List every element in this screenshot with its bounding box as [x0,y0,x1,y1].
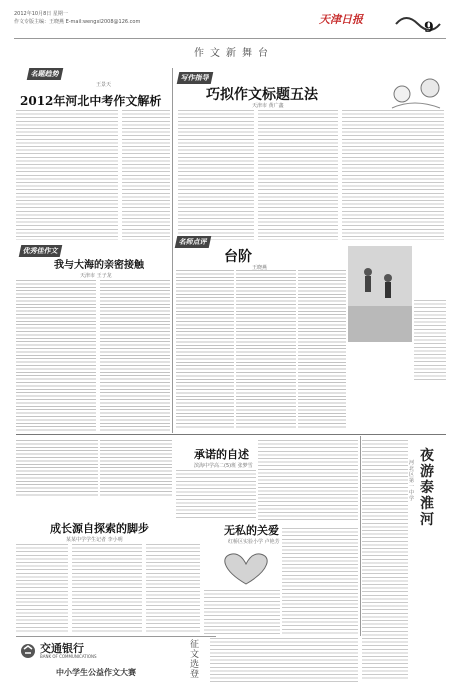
headline-steps: 台阶 [224,249,252,265]
photo-caption [414,300,446,380]
page-number: 9 [424,20,434,36]
body-promise-col1 [176,470,256,520]
section-title: 作文新舞台 [194,48,274,59]
body-sea-col1 [16,280,96,432]
body-growth-col2 [72,544,142,634]
body-steps-col3 [298,270,346,430]
body-zhongkao-col1 [16,110,118,240]
ad-slogan: 中小学生公益作文大赛 [56,668,136,677]
ad-stamp: 征文选登 [190,640,200,680]
care-illustration [212,548,280,588]
headline-night-river: 夜游泰淮河 [420,448,434,528]
byline-night-river: 河北区第一中学 [409,460,415,502]
editor-line: 作文专版主编：王晓燕 E-mail:wengxl2008@126.com [14,19,141,25]
byline-growth: 某某中学学生记者 李小明 [66,537,123,543]
headline-care: 无私的关爱 [224,524,279,537]
body-titles-col1 [178,110,254,240]
byline-sea: 天津市 王子龙 [80,273,112,279]
masthead [14,8,446,66]
bank-ad [16,636,216,683]
cartoon-illustration [384,76,444,112]
body-growth-col3 [146,544,200,634]
brand-logo: 天津日报 [319,13,363,26]
headline-titles: 巧拟作文标题五法 [206,87,318,103]
body-left-bottom-col1 [16,440,98,498]
masthead-rule [14,38,446,39]
byline-steps: 王晓燕 [252,265,268,271]
byline-promise: 滨海中学高二(5)班 张梦雪 [194,463,253,469]
bank-name: 交通银行 [40,642,84,655]
byline-titles: 天津市 黄广鑫 [252,103,284,109]
body-steps-col2 [236,270,296,430]
body-sea-col2 [100,280,170,432]
body-night-river [362,440,408,680]
bank-name-en: BANK OF COMMUNICATIONS [40,654,97,659]
body-left-bottom-col2 [100,440,172,498]
headline-growth: 成长源自探索的脚步 [50,522,149,535]
tag-excellent: 优秀佳作文 [19,245,63,257]
body-care-tail [210,638,358,682]
body-care-col2 [282,528,358,634]
byline-zhongkao: 王景天 [96,82,112,88]
body-zhongkao-col2 [122,110,170,240]
issue-date: 2012年10月8日 星期一 [14,11,68,17]
body-titles-col2 [258,110,338,240]
tag-trend: 名题趋势 [27,68,64,80]
headline-sea: 我与大海的亲密接触 [54,260,144,271]
headline-promise: 承诺的自述 [194,448,249,461]
body-growth-col1 [16,544,68,634]
body-promise-col2 [258,440,358,520]
tag-teacher: 名师点评 [175,236,212,248]
body-care-col1 [204,590,280,634]
page-number-badge [394,10,442,38]
byline-care: 红桥区实验小学 卢艳芳 [228,539,280,545]
body-titles-col3 [342,110,444,240]
headline-zhongkao: 2012年河北中考作文解析 [20,94,162,108]
bank-logo-icon [20,643,36,659]
body-steps-col1 [176,270,234,430]
runners-photo [348,246,412,342]
tag-guide: 写作指导 [177,72,214,84]
